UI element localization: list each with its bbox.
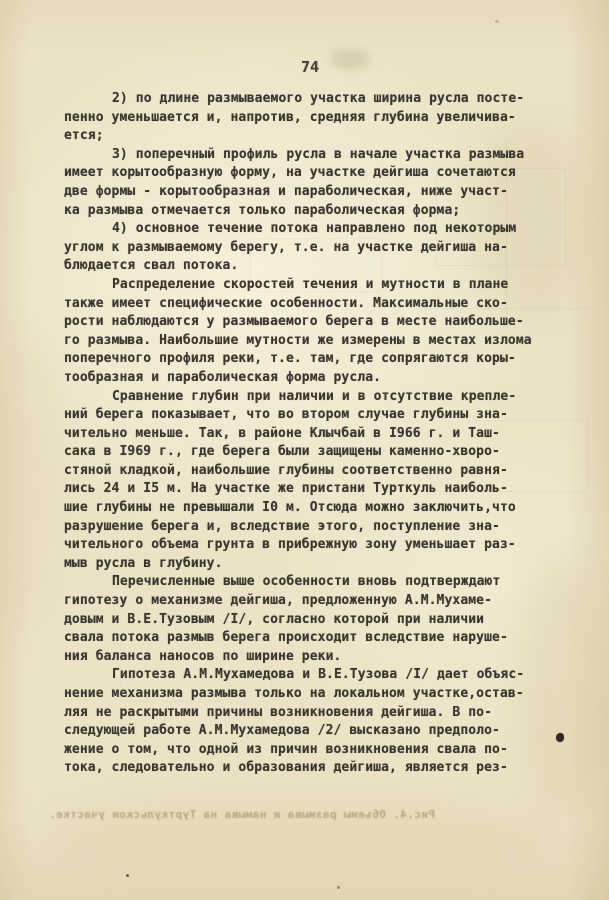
text-line: тообразная и параболическая форма русла. bbox=[64, 369, 382, 385]
text-line: го размыва. Наибольшие мутности же измерены в местах излома bbox=[64, 332, 532, 348]
text-line: пенно уменьшается и, напротив, средняя глубина увеличива- bbox=[64, 109, 516, 125]
paper-speck bbox=[495, 20, 499, 23]
text-line: ляя не раскрытыми причины возникновения дейгиша. В по- bbox=[64, 704, 493, 720]
text-line: чительного объема грунта в прибрежную зону уменьшает раз- bbox=[64, 537, 516, 553]
text-line: ка размыва отмечается только параболическая форма; bbox=[64, 202, 461, 218]
text-line: лись 24 и I5 м. На участке же пристани Турткуль наиболь- bbox=[64, 481, 508, 497]
text-line: ния баланса наносов по ширине реки. bbox=[64, 648, 342, 664]
text-line: также имеет специфические особенности. Максимальные ско- bbox=[64, 295, 508, 311]
text-line: 4) основное течение потока направлено под некоторым bbox=[112, 221, 517, 237]
text-line: тока, следовательно и образования дейгиша, является рез- bbox=[64, 760, 508, 776]
text-line: шие глубины не превышали I0 м. Отсюда можно заключить,что bbox=[64, 500, 516, 516]
text-block bbox=[64, 90, 544, 778]
text-line: чительно меньше. Так, в районе Клычбай в I966 г. и Таш- bbox=[64, 425, 500, 441]
paragraph bbox=[64, 220, 544, 276]
text-line: Сравнение глубин при наличии и в отсутствие крепле- bbox=[112, 388, 517, 404]
text-line: следующей работе А.М.Мухамедова /2/ высказано предполо- bbox=[64, 723, 500, 739]
text-line: разрушение берега и, вследствие этого, поступление зна- bbox=[64, 518, 500, 534]
ink-spot bbox=[556, 733, 564, 742]
text-line: Распределение скоростей течения и мутности в плане bbox=[112, 276, 509, 292]
text-line: Гипотеза А.М.Мухамедова и В.Е.Тузова /I/ дает объяс- bbox=[112, 667, 525, 683]
text-line: свала потока размыв берега происходит вследствие наруше- bbox=[64, 630, 508, 646]
paragraph bbox=[64, 146, 544, 220]
text-line: 2) по длине размываемого участка ширина русла посте- bbox=[112, 91, 525, 106]
text-line: стяной кладкой, наибольшие глубины соответственно равня- bbox=[64, 462, 508, 478]
paper-stain bbox=[40, 790, 560, 870]
text-line: гипотезу о механизме дейгиша, предложенную А.М.Мухаме- bbox=[64, 593, 493, 609]
text-line: блюдается свал потока. bbox=[64, 258, 239, 274]
text-line: нение механизма размыва только на локальном участке,остав- bbox=[64, 686, 524, 701]
paragraph bbox=[64, 276, 544, 388]
text-line: углом к размываемому берегу, т.е. на участке дейгиша на- bbox=[64, 239, 508, 255]
text-line: рости наблюдаются у размываемого берега в месте наибольше- bbox=[64, 314, 524, 330]
paragraph bbox=[64, 666, 544, 778]
text-line: имеет корытообразную форму, на участке дейгиша сочетаются bbox=[64, 165, 516, 181]
text-line: две формы - корытообразная и параболическая, ниже участ- bbox=[64, 183, 508, 199]
page-number: 74 bbox=[300, 58, 320, 76]
paragraph bbox=[64, 573, 544, 666]
text-line: довым и В.Е.Тузовым /I/, согласно которой при наличии bbox=[64, 611, 485, 627]
paragraph bbox=[64, 388, 544, 574]
paper-speck bbox=[337, 886, 340, 889]
paper-stain bbox=[0, 330, 60, 630]
text-line: ется; bbox=[64, 128, 104, 144]
text-line: жение о том, что одной из причин возникновения свала по- bbox=[64, 741, 508, 757]
text-line: сака в I969 г., где берега были защищены каменно-хворо- bbox=[64, 444, 500, 460]
text-line: ний берега показывает, что во втором случае глубины зна- bbox=[64, 407, 508, 423]
bleedthrough-caption: Рис.4. Объемы размыва и намыва на Турткульском участке. bbox=[48, 808, 435, 821]
paper-speck bbox=[126, 874, 129, 877]
text-line: мыв русла в глубину. bbox=[64, 555, 223, 571]
text-line: 3) поперечный профиль русла в начале участка размыва bbox=[112, 146, 525, 162]
text-line: Перечисленные выше особенности вновь подтверждают bbox=[112, 574, 501, 590]
text-line: поперечного профиля реки, т.е. там, где сопрягаются коры- bbox=[64, 351, 516, 367]
paragraph bbox=[64, 90, 544, 146]
